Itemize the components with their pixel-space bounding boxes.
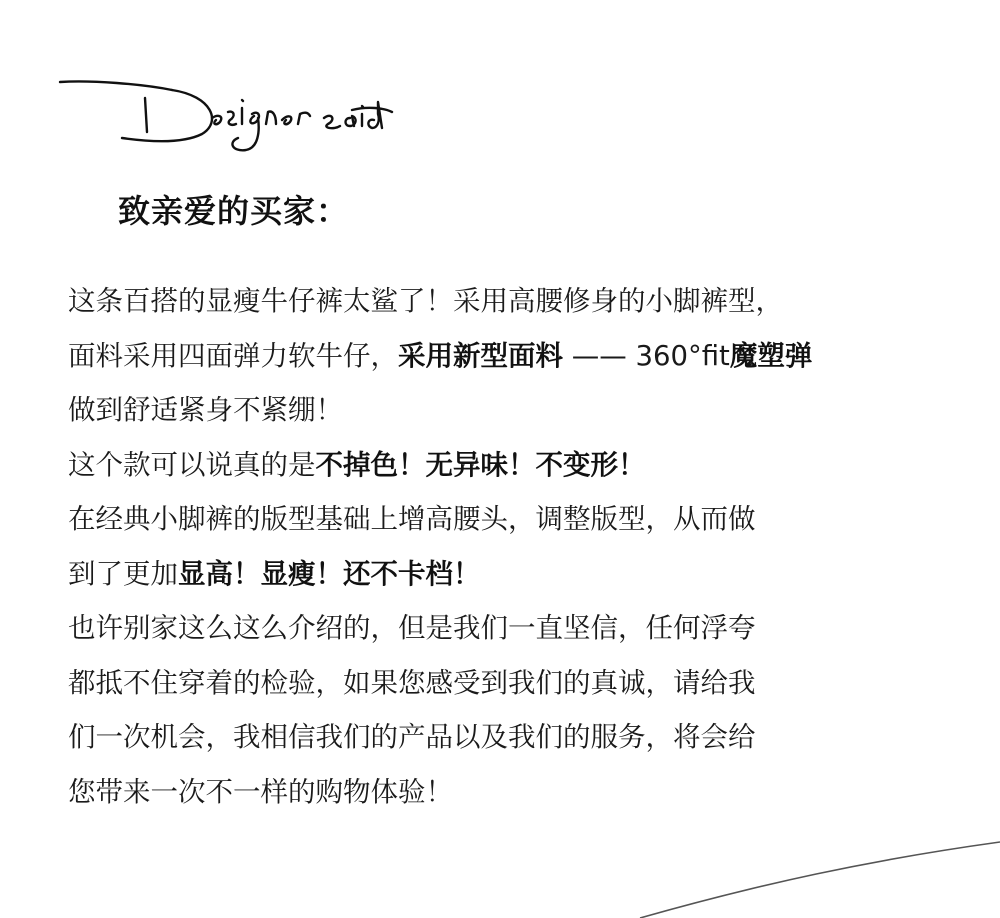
body-text: 面料采用四面弹力软牛仔， bbox=[68, 339, 398, 372]
body-line bbox=[68, 765, 988, 820]
body-line bbox=[68, 547, 988, 602]
body-text: 这个款可以说真的是 bbox=[68, 448, 316, 481]
body-line bbox=[68, 656, 988, 711]
body-line bbox=[68, 710, 988, 765]
body-text: 到了更加 bbox=[68, 557, 178, 590]
greeting-heading: 致亲爱的买家： bbox=[118, 192, 350, 230]
body-text: 也许别家这么这么介绍的，但是我们一直坚信，任何浮夸 bbox=[68, 612, 756, 644]
body-line bbox=[68, 383, 988, 438]
body-line bbox=[68, 329, 988, 384]
body-text-emphasis: 采用新型面料 bbox=[398, 339, 563, 372]
body-line bbox=[68, 492, 988, 547]
designer-said-signature bbox=[52, 70, 402, 160]
body-text: 都抵不住穿着的检验，如果您感受到我们的真诚，请给我 bbox=[68, 666, 756, 699]
body-text: 这条百搭的显瘦牛仔裤太鲨了！采用高腰修身的小脚裤型， bbox=[68, 285, 783, 317]
body-line bbox=[68, 438, 988, 493]
body-text: —— 360°fit bbox=[563, 339, 730, 372]
body-text: 们一次机会，我相信我们的产品以及我们的服务，将会给 bbox=[68, 721, 756, 753]
body-text: 在经典小脚裤的版型基础上增高腰头，调整版型，从而做 bbox=[68, 503, 756, 535]
body-line bbox=[68, 274, 988, 329]
body-text-emphasis: 不掉色！无异味！不变形！ bbox=[315, 448, 646, 481]
body-text-emphasis: 显高！显瘦！还不卡档！ bbox=[178, 557, 481, 590]
body-text: 您带来一次不一样的购物体验！ bbox=[68, 775, 453, 808]
body-text-emphasis: 魔塑弹 bbox=[729, 339, 813, 372]
body-line bbox=[68, 601, 988, 656]
body-text: 做到舒适紧身不紧绷！ bbox=[68, 394, 343, 426]
letter-body bbox=[68, 274, 988, 819]
